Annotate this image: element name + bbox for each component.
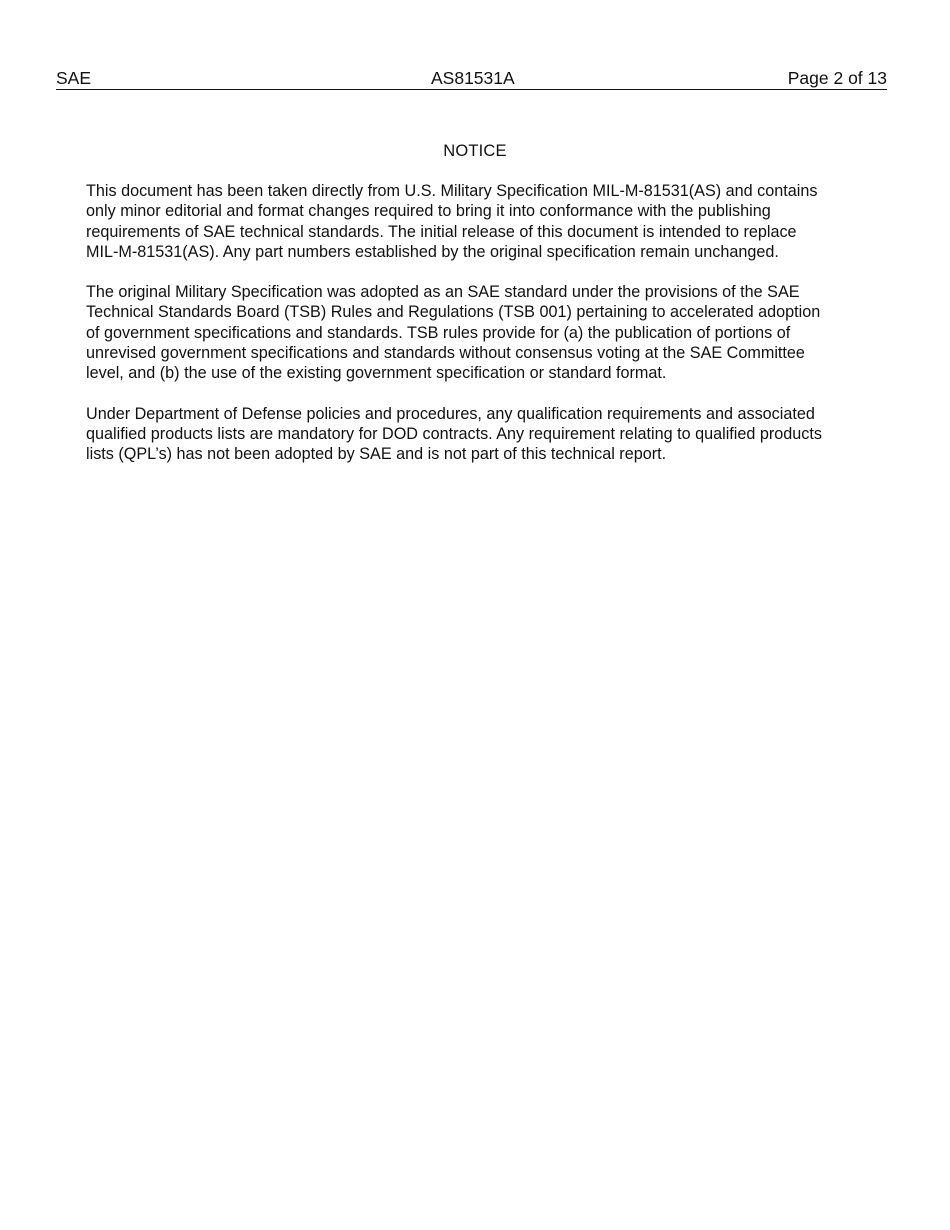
header-page-number: Page 2 of 13 — [787, 68, 887, 88]
header-document-number: AS81531A — [431, 68, 515, 88]
notice-paragraph-1: This document has been taken directly from U.S. Military Specification MIL-M-81531(AS) and contains only minor editorial and format changes required to bring it into conformance with the publishing requirements of SAE technical standards. The initial release of this document is intended to replace MIL-M-81531(AS). Any part numbers established by the original specification remain unchanged. — [86, 182, 818, 261]
notice-paragraph-2: The original Military Specification was adopted as an SAE standard under the provisions of the SAE Technical Standards Board (TSB) Rules and Regulations (TSB 001) pertaining to accelerated adoption of government specifications and standards. TSB rules provide for (a) the publication of portions of unrevised government specifications and standards without consensus voting at the SAE Committee level, and (b) the use of the existing government specification or standard format. — [86, 283, 821, 383]
notice-title: NOTICE — [443, 142, 507, 160]
page-header — [56, 67, 887, 90]
header-organization: SAE — [56, 68, 92, 88]
notice-body — [86, 181, 876, 485]
notice-paragraph-3: Under Department of Defense policies and procedures, any qualification requirements and associated qualified products lists are mandatory for DOD contracts. Any requirement relating to qualified products lists (QPL’s) has not been adopted by SAE and is not part of this technical report. — [86, 404, 822, 464]
